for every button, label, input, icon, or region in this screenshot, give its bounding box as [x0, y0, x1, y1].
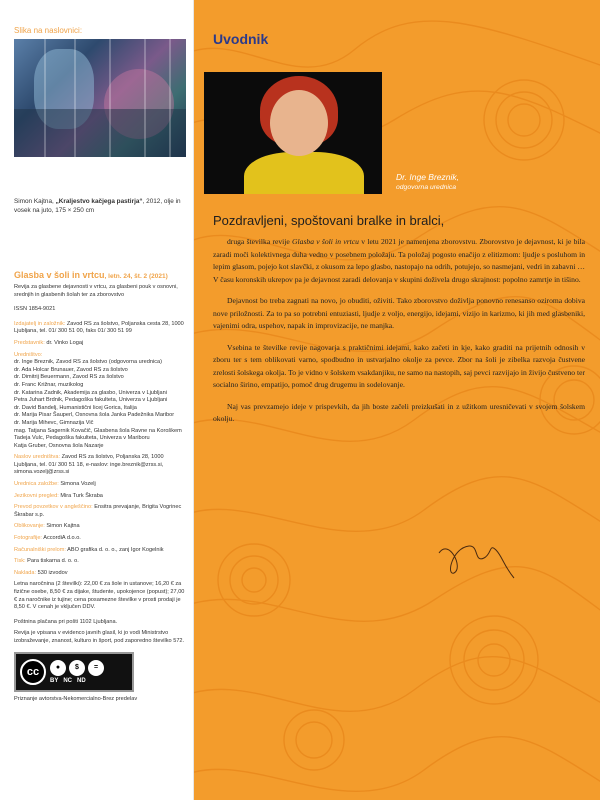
editorial-member: Petra Juhart Brdnik, Pedagoška fakulteta, Univerza v Ljubljani — [14, 397, 168, 404]
author-photo — [204, 72, 382, 194]
editorial-member: dr. Dimitrij Beuermann, Zavod RS za šolstvo — [14, 374, 124, 381]
paragraph: Vsebina te številke revije nagovarja s praktičnimi idejami, kako začeti in kje, kako graditi na prijetnih odnosih v zboru ter s tem oblikovati varno, spodbudno in ustvarjalno okolje za pevce. Zbor na šoli je zibelka razvoja čustvene zrelosti šolskega okolja. To je vidno v šolskem vsakdanjiku, ne samo na nastopih, saj pevci razvijajo in živijo čustveno ter socialno širino, empatijo, pomoč drug drugemu in sodelovanje. — [213, 342, 585, 389]
license-text: Priznanje avtorstva-Nekomercialno-Brez predelav — [14, 695, 138, 702]
cc-nc-label: NC — [63, 677, 73, 684]
edition-editor: Urednica založbe: Simona Vozelj — [14, 481, 96, 488]
cover-caption-title: „Kraljestvo kačjega pastirja“ — [55, 198, 143, 205]
representative: Predstavnik: dr. Vinko Logaj — [14, 339, 84, 346]
translation: Prevod povzetkov v angleščino: Ensitra prevajanje, Brigita Vogrinec Škrabar s.p. — [14, 504, 182, 518]
paragraph: Naj vas prevzamejo ideje v prispevkih, da jih boste začeli preizkušati in z užitkom uresničevati v svojem šolskem okolju. — [213, 401, 585, 423]
subscription: Letna naročnina (2 številki): 22,00 € za šole in ustanove; 16,20 € za fizične osebe, 8,50 € za dijake, študente, upokojence (popust); 27,00 € za naročnike iz tujine; cena posamezne številke v prosti prodaji je 8,50 €. V cenah je vključen DDV. — [14, 581, 185, 611]
editorial-member: dr. Marija Pisar Šauperl, Osnovna šola Janka Padežnika Maribor — [14, 412, 175, 419]
attribution-icon: ● — [50, 660, 66, 676]
signature-icon — [434, 528, 524, 588]
editorial-member: dr. Katarina Zadnik, Akademija za glasbo, Univerza v Ljubljani — [14, 389, 167, 396]
magazine-name-italic: Glasba v šoli in vrtcu — [292, 237, 359, 246]
editorial-member: dr. David Bandelj, Humanistični licej Gorica, Italija — [14, 404, 137, 411]
author-name: Dr. Inge Breznik, — [396, 172, 459, 182]
editorial-body — [213, 236, 585, 435]
editorial-member: dr. Inge Breznik, Zavod RS za šolstvo (odgovorna urednica) — [14, 359, 162, 366]
editorial-member: Tadeja Vulc, Pedagoška fakulteta, Univerza v Mariboru — [14, 435, 150, 442]
cover-caption: Simon Kajtna, „Kraljestvo kačjega pastirja“, 2012, olje in vosek na juto, 175 × 250 cm — [14, 198, 181, 214]
noncommercial-icon: $ — [69, 660, 85, 676]
issn: ISSN 1854-9021 — [14, 306, 56, 313]
printing: Tisk: Para tiskarna d. o. o. — [14, 558, 79, 565]
publisher: Izdajatelj in založnik: Zavod RS za šolstvo, Poljanska cesta 28, 1000 Ljubljana, tel. 01/ 300 51 00, faks 01/ 300 51 99 — [14, 320, 184, 335]
cover-image — [14, 39, 186, 157]
editorial-member: mag. Tatjana Sagernik Kovačič, Glasbena šola Ravne na Koroškem — [14, 427, 182, 434]
editorial-member: dr. Ada Holcar Brunauer, Zavod RS za šolstvo — [14, 366, 128, 373]
cover-heading: Slika na naslovnici: — [14, 26, 83, 35]
cc-license-badge — [14, 652, 134, 692]
cc-nd-label: ND — [77, 677, 86, 684]
editorial-member: Katja Gruber, Osnovna šola Nazarje — [14, 442, 104, 449]
editorial-member: dr. Franc Križnar, muzikolog — [14, 381, 84, 388]
editorial-members — [14, 359, 185, 450]
paragraph: druga številka revije Glasba v šoli in vrtcu v letu 2021 je namenjena zborovstvu. Zborovstvo je dejavnost, ki je bila zaradi moči kolektivnega duha vedno v posebnem položaju. Ta položaj pogosto enačijo z elitizmom: ljudje s posluhom in lepim glasom, pojejo kot slavčki, z okusom za lepo glasbo, nastopajo na odrih, potujejo, so nasmejani, vedri in zabavni … V času koronskih ukrepov pa je dejavnost zaradi delovanja v skupini doživela drugo skrajnost: popolno zamrtje in tišino. — [213, 237, 586, 284]
paragraph: Dejavnost bo treba zagnati na novo, jo obuditi, oživiti. Tako zborovstvo doživlja ponovno renesanso oziroma dobiva nove priložnosti. Za to pa so potrebni entuziasti, ljudje z voljo, energijo, idejami, vizijo in karizmo, ki jih med glasbeniki, vajenimi odra, uspehov, napak in improvizacije, ne manjka. — [213, 296, 585, 330]
section-title: Uvodnik — [213, 31, 269, 47]
proofreading: Jezikovni pregled: Mira Turk Škraba — [14, 492, 103, 499]
noderivatives-icon: = — [88, 660, 104, 676]
magazine-title: Glasba v šoli in vrtcu, letn. 24, št. 2 (2021) — [14, 270, 168, 280]
editorial-member: dr. Marija Mihevc, Gimnazija Vič — [14, 419, 94, 426]
cc-by-label: BY — [50, 677, 59, 684]
photography: Fotografije: AccordiA d.o.o. — [14, 535, 81, 542]
postage: Poštnina plačana pri pošti 1102 Ljubljana. — [14, 618, 118, 625]
magazine-issue: , letn. 24, št. 2 (2021) — [104, 273, 168, 280]
author-role: odgovorna urednica — [396, 184, 457, 191]
cc-icon: cc — [20, 659, 46, 685]
print-run: Naklada: 530 izvodov — [14, 569, 68, 576]
magazine-description: Revija za glasbene dejavnosti v vrtcu, za glasbeni pouk v osnovni, srednjih in glasbenih šolah ter za zborovstvo — [14, 284, 178, 298]
greeting-heading: Pozdravljeni, spoštovani bralke in bralci, — [213, 213, 445, 228]
design: Oblikovanje: Simon Kajtna — [14, 523, 80, 530]
editorial-office: Naslov uredništva: Zavod RS za šolstvo, Poljanska 28, 1000 Ljubljana, tel. 01/ 300 51 18, e-naslov: inge.breznik@zrss.si, simona.vozelj@zrss.si — [14, 454, 164, 476]
editorial-label: Uredništvo: — [14, 351, 43, 358]
registry: Revija je vpisana v evidenco javnih glasil, ki jo vodi Ministrstvo izobraževanje, znanost, kulturo in šport, pod zaporedno številko 572. — [14, 630, 185, 644]
sidebar-colophon — [0, 0, 194, 800]
layout-credit: Računalniški prelom: ABO grafika d. o. o., zanj Igor Kogelnik — [14, 546, 164, 553]
editorial-page — [194, 0, 600, 800]
